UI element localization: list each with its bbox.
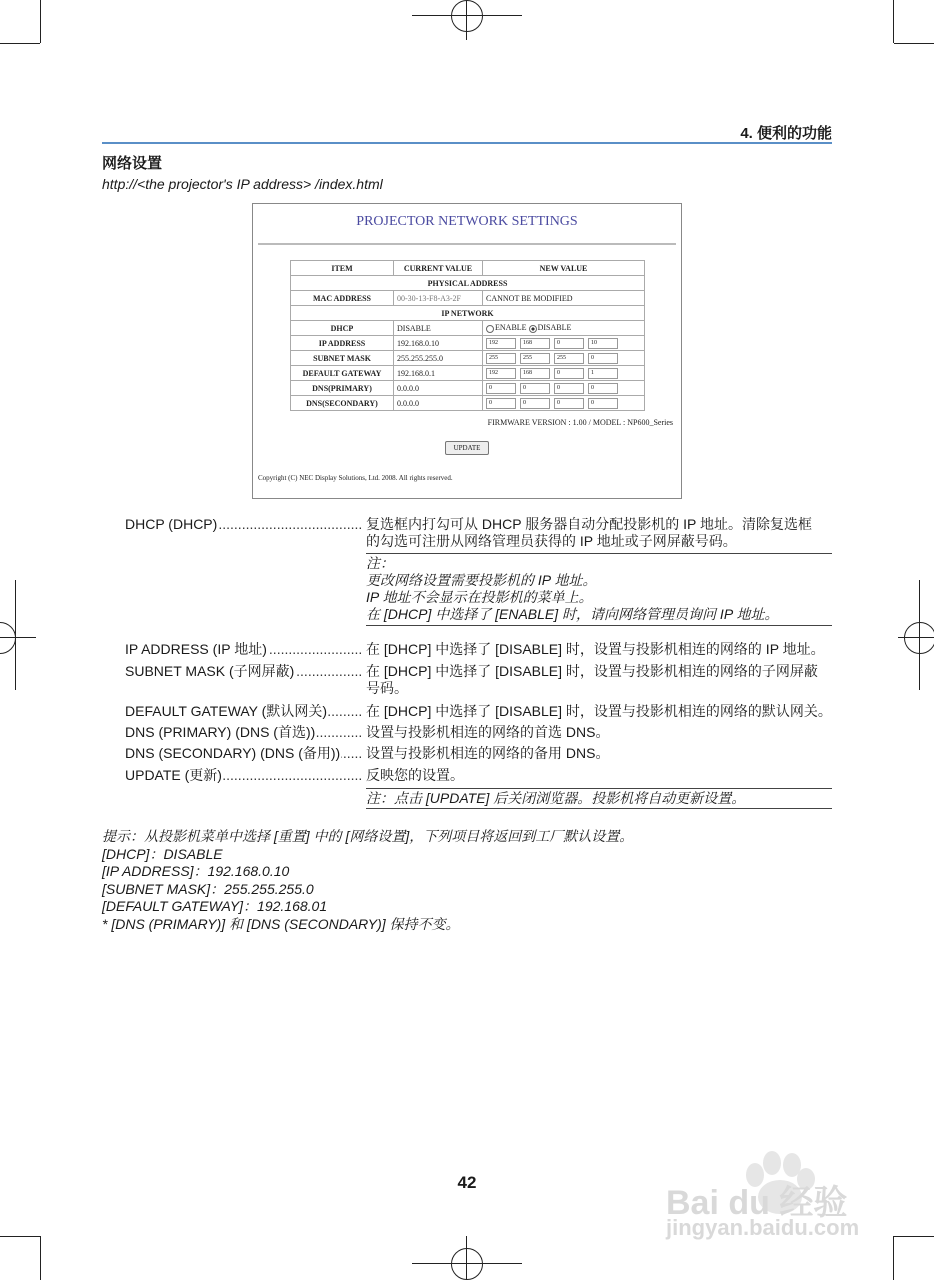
table-row bbox=[291, 336, 645, 351]
new-value-fields bbox=[483, 336, 645, 351]
dns-primary-octet-input[interactable]: 0 bbox=[554, 383, 584, 394]
tip-line: 提示：从投影机菜单中选择 [重置] 中的 [网络设置]，下列项目将返回到工厂默认设置。 bbox=[102, 828, 634, 844]
section-row: PHYSICAL ADDRESS bbox=[291, 276, 645, 291]
tips-section bbox=[102, 828, 633, 933]
row-label: DHCP bbox=[291, 321, 394, 336]
update-button[interactable]: UPDATE bbox=[445, 441, 489, 455]
watermark-brand: Bai du 经验 bbox=[666, 1184, 848, 1222]
registration-mark-bottom bbox=[451, 1248, 483, 1280]
ip-octet-input[interactable]: 168 bbox=[520, 338, 550, 349]
crop-mark bbox=[466, 1236, 467, 1280]
ip-octet-input[interactable]: 10 bbox=[588, 338, 618, 349]
row-label: DNS(SECONDARY) bbox=[291, 396, 394, 411]
radio-label: ENABLE bbox=[495, 323, 527, 333]
table-row bbox=[291, 396, 645, 411]
current-value: 0.0.0.0 bbox=[394, 381, 483, 396]
gateway-octet-input[interactable]: 192 bbox=[486, 368, 516, 379]
current-value: 192.168.0.1 bbox=[394, 366, 483, 381]
tip-line: [IP ADDRESS]：192.168.0.10 bbox=[102, 863, 290, 879]
new-value-fields bbox=[483, 381, 645, 396]
copyright-text: Copyright (C) NEC Display Solutions, Ltd. 2008. All rights reserved. bbox=[258, 474, 453, 482]
note-line: 在 [DHCP] 中选择了 [ENABLE] 时，请向网络管理员询问 IP 地址。 bbox=[366, 606, 779, 622]
dns-secondary-octet-input[interactable]: 0 bbox=[554, 398, 584, 409]
page-number: 42 bbox=[457, 1173, 477, 1192]
desc-label: UPDATE (更新) ..... bbox=[125, 767, 363, 784]
crop-mark bbox=[898, 637, 934, 638]
row-label: IP ADDRESS bbox=[291, 336, 394, 351]
radio-label: DISABLE bbox=[537, 323, 572, 333]
note-line: 更改网络设置需要投影机的 IP 地址。 bbox=[366, 572, 597, 588]
crop-mark bbox=[0, 43, 40, 44]
url-text: http://<the projector's IP address> /index.html bbox=[102, 176, 383, 192]
subnet-octet-input[interactable]: 255 bbox=[554, 353, 584, 364]
dns-secondary-octet-input[interactable]: 0 bbox=[520, 398, 550, 409]
desc-text: 在 [DHCP] 中选择了 [DISABLE] 时，设置与投影机相连的网络的子网屏蔽 号码。 bbox=[366, 663, 818, 696]
desc-label: DEFAULT GATEWAY (默认网关) ..... bbox=[125, 703, 363, 720]
mac-note: CANNOT BE MODIFIED bbox=[483, 291, 645, 306]
row-label: MAC ADDRESS bbox=[291, 291, 394, 306]
desc-text: 反映您的设置。 bbox=[366, 767, 464, 783]
column-header: NEW VALUE bbox=[483, 261, 645, 276]
note-line: IP 地址不会显示在投影机的菜单上。 bbox=[366, 589, 593, 605]
dhcp-disable-radio[interactable] bbox=[529, 325, 537, 333]
desc-text: 在 [DHCP] 中选择了 [DISABLE] 时，设置与投影机相连的网络的 IP 地址。 bbox=[366, 641, 825, 657]
mac-value: 00-30-13-F8-A3-2F bbox=[394, 291, 483, 306]
column-header: ITEM bbox=[291, 261, 394, 276]
crop-mark bbox=[893, 1236, 894, 1280]
column-header: CURRENT VALUE bbox=[394, 261, 483, 276]
dns-primary-octet-input[interactable]: 0 bbox=[520, 383, 550, 394]
registration-mark-top bbox=[451, 0, 483, 32]
subnet-octet-input[interactable]: 255 bbox=[486, 353, 516, 364]
row-label: DEFAULT GATEWAY bbox=[291, 366, 394, 381]
desc-text: 设置与投影机相连的网络的首选 DNS。 bbox=[366, 724, 610, 740]
crop-mark bbox=[894, 1236, 934, 1237]
gateway-octet-input[interactable]: 168 bbox=[520, 368, 550, 379]
dhcp-radio-group bbox=[483, 321, 645, 336]
dns-primary-octet-input[interactable]: 0 bbox=[588, 383, 618, 394]
table-header-row bbox=[291, 261, 645, 276]
gateway-octet-input[interactable]: 1 bbox=[588, 368, 618, 379]
current-value: 192.168.0.10 bbox=[394, 336, 483, 351]
dhcp-note bbox=[366, 553, 832, 626]
desc-text: 复选框内打勾可从 DHCP 服务器自动分配投影机的 IP 地址。清除复选框 的勾选可注册从网络管理员获得的 IP 地址或子网屏蔽号码。 bbox=[366, 516, 812, 549]
ip-octet-input[interactable]: 192 bbox=[486, 338, 516, 349]
desc-text: 在 [DHCP] 中选择了 [DISABLE] 时，设置与投影机相连的网络的默认网关。 bbox=[366, 703, 832, 719]
network-table bbox=[290, 260, 645, 411]
desc-label: DNS (SECONDARY) (DNS (备用)) ..... bbox=[125, 745, 363, 762]
crop-mark bbox=[412, 15, 522, 16]
dns-secondary-octet-input[interactable]: 0 bbox=[588, 398, 618, 409]
current-value: 255.255.255.0 bbox=[394, 351, 483, 366]
new-value-fields bbox=[483, 351, 645, 366]
dns-primary-octet-input[interactable]: 0 bbox=[486, 383, 516, 394]
tip-line: [SUBNET MASK]：255.255.255.0 bbox=[102, 880, 314, 897]
dns-secondary-octet-input[interactable]: 0 bbox=[486, 398, 516, 409]
table-row bbox=[291, 381, 645, 396]
subnet-octet-input[interactable]: 255 bbox=[520, 353, 550, 364]
tip-line: [DHCP]：DISABLE bbox=[102, 845, 223, 862]
crop-mark bbox=[0, 637, 36, 638]
section-row: IP NETWORK bbox=[291, 306, 645, 321]
desc-label: SUBNET MASK (子网屏蔽) ..... bbox=[125, 663, 363, 680]
ip-octet-input[interactable]: 0 bbox=[554, 338, 584, 349]
firmware-version: FIRMWARE VERSION : 1.00 / MODEL : NP600_Series bbox=[487, 418, 673, 427]
crop-mark bbox=[40, 1236, 41, 1280]
screenshot-title: PROJECTOR NETWORK SETTINGS bbox=[356, 214, 578, 229]
current-value: DISABLE bbox=[394, 321, 483, 336]
note-heading: 注： bbox=[366, 555, 394, 571]
current-value: 0.0.0.0 bbox=[394, 396, 483, 411]
divider bbox=[258, 243, 676, 245]
page-title: 网络设置 bbox=[102, 155, 163, 172]
watermark-site: jingyan.baidu.com bbox=[666, 1215, 860, 1240]
subnet-octet-input[interactable]: 0 bbox=[588, 353, 618, 364]
crop-mark bbox=[893, 0, 894, 43]
crop-mark bbox=[0, 1236, 40, 1237]
table-row bbox=[291, 351, 645, 366]
new-value-fields bbox=[483, 396, 645, 411]
row-label: SUBNET MASK bbox=[291, 351, 394, 366]
desc-label: DHCP (DHCP) ..... bbox=[125, 516, 363, 533]
desc-label: IP ADDRESS (IP 地址) ..... bbox=[125, 641, 363, 658]
section-header bbox=[102, 120, 832, 144]
update-note: 注：点击 [UPDATE] 后关闭浏览器。投影机将自动更新设置。 bbox=[366, 788, 832, 809]
table-row bbox=[291, 366, 645, 381]
dhcp-enable-radio[interactable] bbox=[486, 325, 494, 333]
gateway-octet-input[interactable]: 0 bbox=[554, 368, 584, 379]
desc-text: 设置与投影机相连的网络的备用 DNS。 bbox=[366, 745, 610, 761]
table-row bbox=[291, 321, 645, 336]
network-settings-screenshot bbox=[252, 203, 682, 499]
crop-mark bbox=[40, 0, 41, 43]
crop-mark bbox=[894, 43, 934, 44]
desc-label: DNS (PRIMARY) (DNS (首选)) ..... bbox=[125, 724, 363, 741]
registration-mark-left bbox=[0, 622, 16, 654]
crop-mark bbox=[15, 580, 16, 690]
crop-mark bbox=[412, 1263, 522, 1264]
new-value-fields bbox=[483, 366, 645, 381]
tip-line: [DEFAULT GATEWAY]：192.168.01 bbox=[102, 898, 328, 914]
table-row bbox=[291, 291, 645, 306]
baidu-watermark bbox=[660, 1145, 890, 1245]
crop-mark bbox=[466, 0, 467, 40]
row-label: DNS(PRIMARY) bbox=[291, 381, 394, 396]
section-title: 4. 便利的功能 bbox=[740, 125, 832, 142]
tip-line: * [DNS (PRIMARY)] 和 [DNS (SECONDARY)] 保持不变。 bbox=[102, 915, 460, 932]
crop-mark bbox=[919, 580, 920, 690]
